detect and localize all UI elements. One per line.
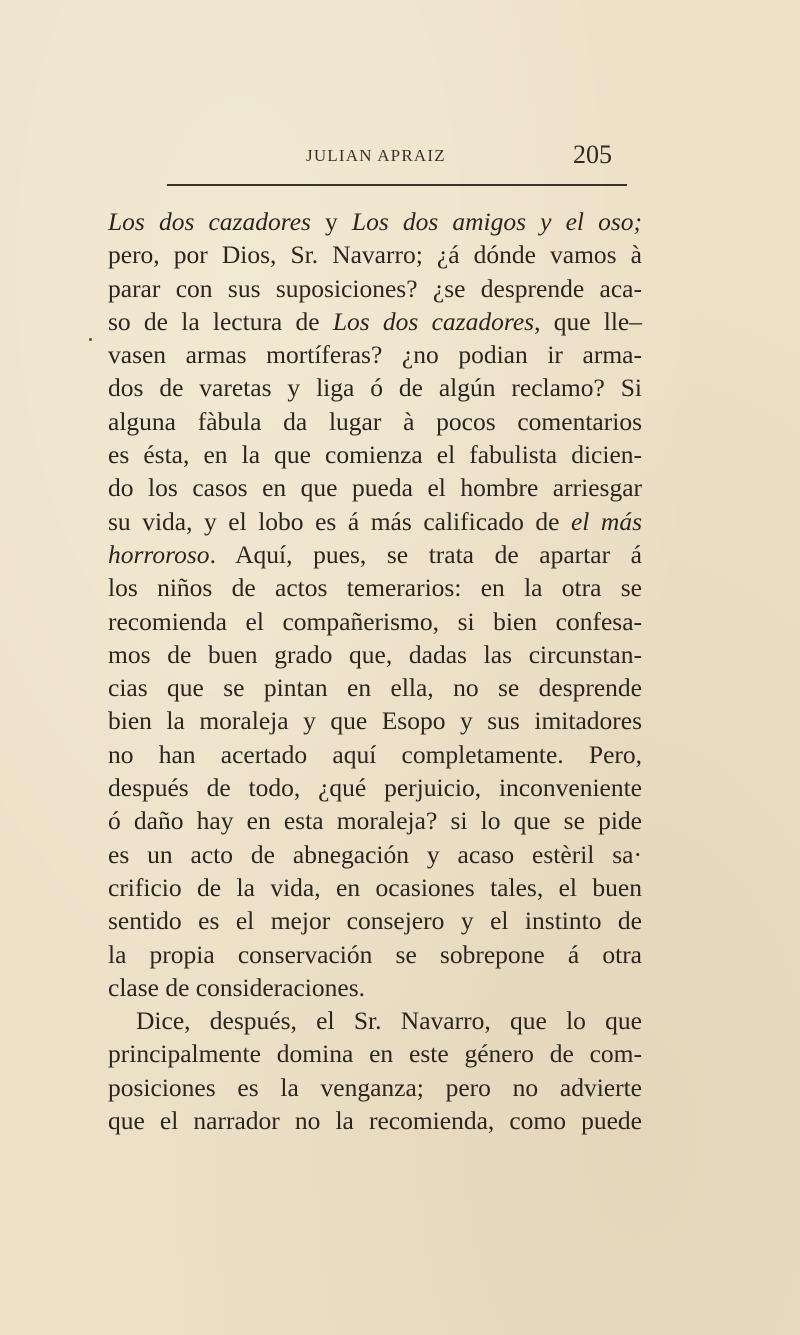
text-segment: do los casos en que pueda el hombre arriesgar [108, 473, 642, 503]
text-line [108, 471, 642, 504]
text-segment: su vida, y el lobo es á más calificado de [108, 506, 571, 536]
text-segment: y [310, 207, 352, 236]
text-line [108, 871, 642, 904]
text-segment: alguna fàbula da lugar à pocos comentarios [108, 406, 642, 436]
text-line [108, 405, 642, 438]
text-segment: dos de varetas y liga ó de algún reclamo? Si [108, 373, 642, 403]
text-line [108, 838, 642, 871]
body-text [108, 205, 642, 1137]
page-number: 205 [573, 140, 612, 169]
text-line [108, 738, 642, 771]
text-line [108, 305, 642, 338]
text-line [108, 638, 642, 671]
text-segment: la propia conservación se sobrepone á otra [108, 939, 642, 969]
text-segment: mos de buen grado que, dadas las circunstan- [108, 639, 642, 669]
text-line [108, 1071, 642, 1104]
text-line [108, 238, 642, 271]
text-segment: bien la moraleja y que Esopo y sus imitadores [108, 706, 642, 736]
text-line [108, 904, 642, 937]
text-segment: parar con sus suposiciones? ¿se desprende aca- [108, 273, 642, 303]
header-rule [167, 184, 627, 186]
text-segment: crificio de la vida, en ocasiones tales, el buen [108, 872, 642, 902]
text-segment: no han acertado aquí completamente. Pero, [108, 739, 642, 769]
text-line [108, 505, 642, 538]
text-line [108, 704, 642, 737]
text-line [108, 538, 642, 571]
text-segment: es un acto de abnegación y acaso estèril sa· [108, 839, 642, 869]
text-line [108, 671, 642, 704]
text-line [108, 1037, 642, 1070]
italic-text: Los dos cazadores [108, 207, 311, 236]
text-segment: pero, por Dios, Sr. Navarro; ¿á dónde vamos à [108, 240, 642, 270]
text-segment: principalmente domina en este género de com- [108, 1039, 642, 1069]
margin-mark [89, 338, 92, 341]
italic-text: horroroso [108, 539, 210, 569]
text-segment: , que lle– [534, 306, 643, 336]
text-segment: so de la lectura de [108, 306, 333, 336]
text-segment: cias que se pintan en ella, no se desprende [108, 673, 642, 703]
text-segment: vasen armas mortíferas? ¿no podian ir arma- [108, 340, 642, 370]
text-line [108, 438, 642, 471]
italic-text: Los dos amigos y el oso; [351, 207, 642, 236]
text-line [108, 1004, 642, 1037]
text-segment: . Aquí, pues, se trata de apartar á [209, 539, 642, 569]
running-title: JULIAN APRAIZ [306, 146, 446, 165]
text-segment: clase de consideraciones. [108, 972, 366, 1002]
text-line [108, 571, 642, 604]
text-line [108, 272, 642, 305]
text-line [108, 804, 642, 837]
text-segment: recomienda el compañerismo, si bien confesa- [108, 606, 642, 636]
text-segment: después de todo, ¿qué perjuicio, inconveniente [108, 773, 642, 803]
text-line [108, 371, 642, 404]
text-segment: posiciones es la venganza; pero no advierte [108, 1072, 642, 1102]
text-segment: que el narrador no la recomienda, como puede [108, 1106, 642, 1136]
italic-text: Los dos cazadores [332, 306, 535, 336]
text-segment: los niños de actos temerarios: en la otra se [108, 573, 642, 603]
text-segment: Dice, después, el Sr. Navarro, que lo que [136, 1006, 642, 1036]
text-line [108, 938, 642, 971]
running-head [108, 140, 616, 180]
text-line [108, 771, 642, 804]
text-segment: ó daño hay en esta moraleja? si lo que se pide [108, 806, 642, 836]
text-line [108, 338, 642, 371]
italic-text: el más [570, 506, 642, 536]
text-line [108, 205, 642, 238]
text-segment: sentido es el mejor consejero y el instinto de [108, 906, 642, 936]
text-segment: es ésta, en la que comienza el fabulista dicien- [108, 440, 642, 470]
text-line [108, 1104, 642, 1137]
text-line [108, 605, 642, 638]
text-line [108, 971, 642, 1004]
